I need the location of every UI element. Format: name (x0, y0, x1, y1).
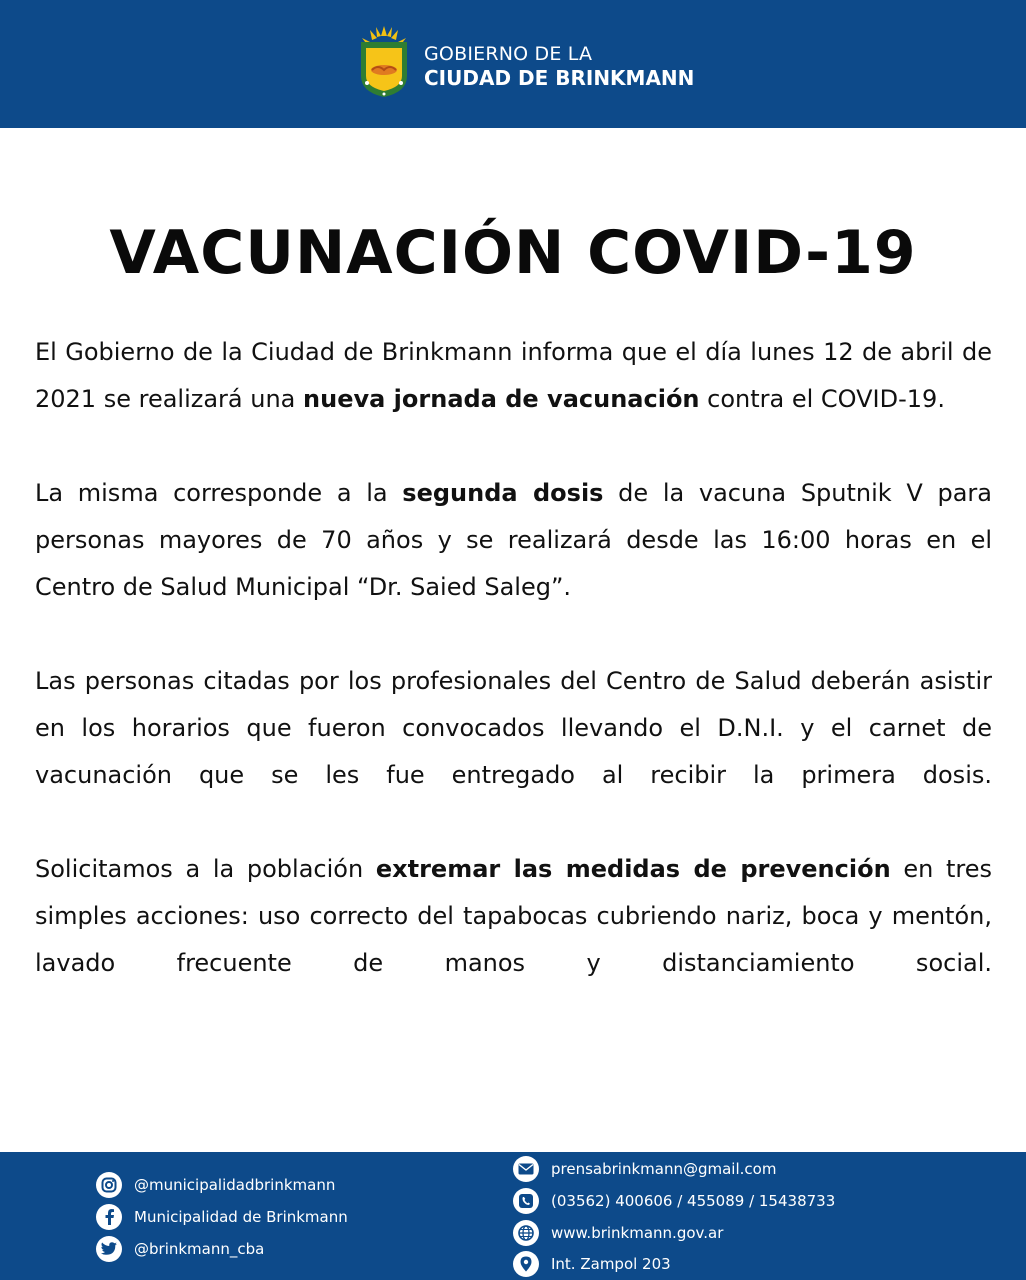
paragraph-4-bold: extremar las medidas de prevención (375, 855, 891, 883)
paragraph-2-text-c: de la vacuna Sputnik V para personas mayores de 70 años y se realizará desde las 16:00 horas en el Centro de Salud Municipal “Dr. Saied Saleg”. (35, 479, 992, 601)
facebook-page: Municipalidad de Brinkmann (134, 1208, 348, 1226)
paragraph-1 (35, 329, 992, 423)
footer-email[interactable] (513, 1155, 776, 1183)
announcement-body (35, 329, 992, 1034)
footer-phone[interactable] (513, 1187, 835, 1215)
footer-facebook[interactable] (96, 1203, 348, 1231)
phone-icon (513, 1188, 539, 1214)
email-icon (513, 1156, 539, 1182)
brand-title (424, 42, 694, 90)
paragraph-2-bold: segunda dosis (402, 479, 604, 507)
twitter-icon (96, 1236, 122, 1262)
brand-line-2: CIUDAD DE BRINKMANN (424, 66, 695, 90)
footer-website[interactable] (513, 1219, 723, 1247)
paragraph-4-text-c: en tres simples acciones: uso correcto del tapabocas cubriendo nariz, boca y mentón, lavado frecuente de manos y distanciamiento social. (35, 855, 992, 977)
page-title: VACUNACIÓN COVID-19 (109, 218, 917, 288)
email-address: prensabrinkmann@gmail.com (551, 1160, 777, 1178)
paragraph-4 (35, 846, 992, 987)
website-url: www.brinkmann.gov.ar (551, 1224, 724, 1242)
facebook-icon (96, 1204, 122, 1230)
paragraph-1-text-a: El Gobierno de la Ciudad de Brinkmann informa que el día lunes 12 de abril de 2021 se realizará una (35, 338, 992, 413)
footer-twitter[interactable] (96, 1235, 264, 1263)
paragraph-1-text-c: contra el COVID-19. (699, 385, 945, 413)
instagram-icon (96, 1172, 122, 1198)
paragraph-2-text-a: La misma corresponde a la (35, 479, 403, 507)
paragraph-4-text-a: Solicitamos a la población (35, 855, 376, 883)
brand-line-1: GOBIERNO DE LA (424, 43, 593, 65)
paragraph-3 (35, 658, 992, 799)
twitter-handle: @brinkmann_cba (134, 1240, 265, 1258)
paragraph-1-bold: nueva jornada de vacunación (303, 385, 700, 413)
footer-bar (0, 1152, 1026, 1280)
globe-icon (513, 1220, 539, 1246)
paragraph-2 (35, 470, 992, 611)
coat-of-arms-icon (358, 26, 410, 98)
instagram-handle: @municipalidadbrinkmann (134, 1176, 336, 1194)
paragraph-3-text: Las personas citadas por los profesionales del Centro de Salud deberán asistir en los horarios que fueron convocados llevando el D.N.I. y el carnet de vacunación que se les fue entregado al recibir la primera dosis. (35, 667, 992, 789)
phone-numbers: (03562) 400606 / 455089 / 15438733 (551, 1192, 836, 1210)
street-address: Int. Zampol 203 (551, 1255, 671, 1273)
footer-address[interactable] (513, 1250, 671, 1278)
location-pin-icon (513, 1251, 539, 1277)
footer-instagram[interactable] (96, 1171, 335, 1199)
header-bar (0, 0, 1026, 128)
